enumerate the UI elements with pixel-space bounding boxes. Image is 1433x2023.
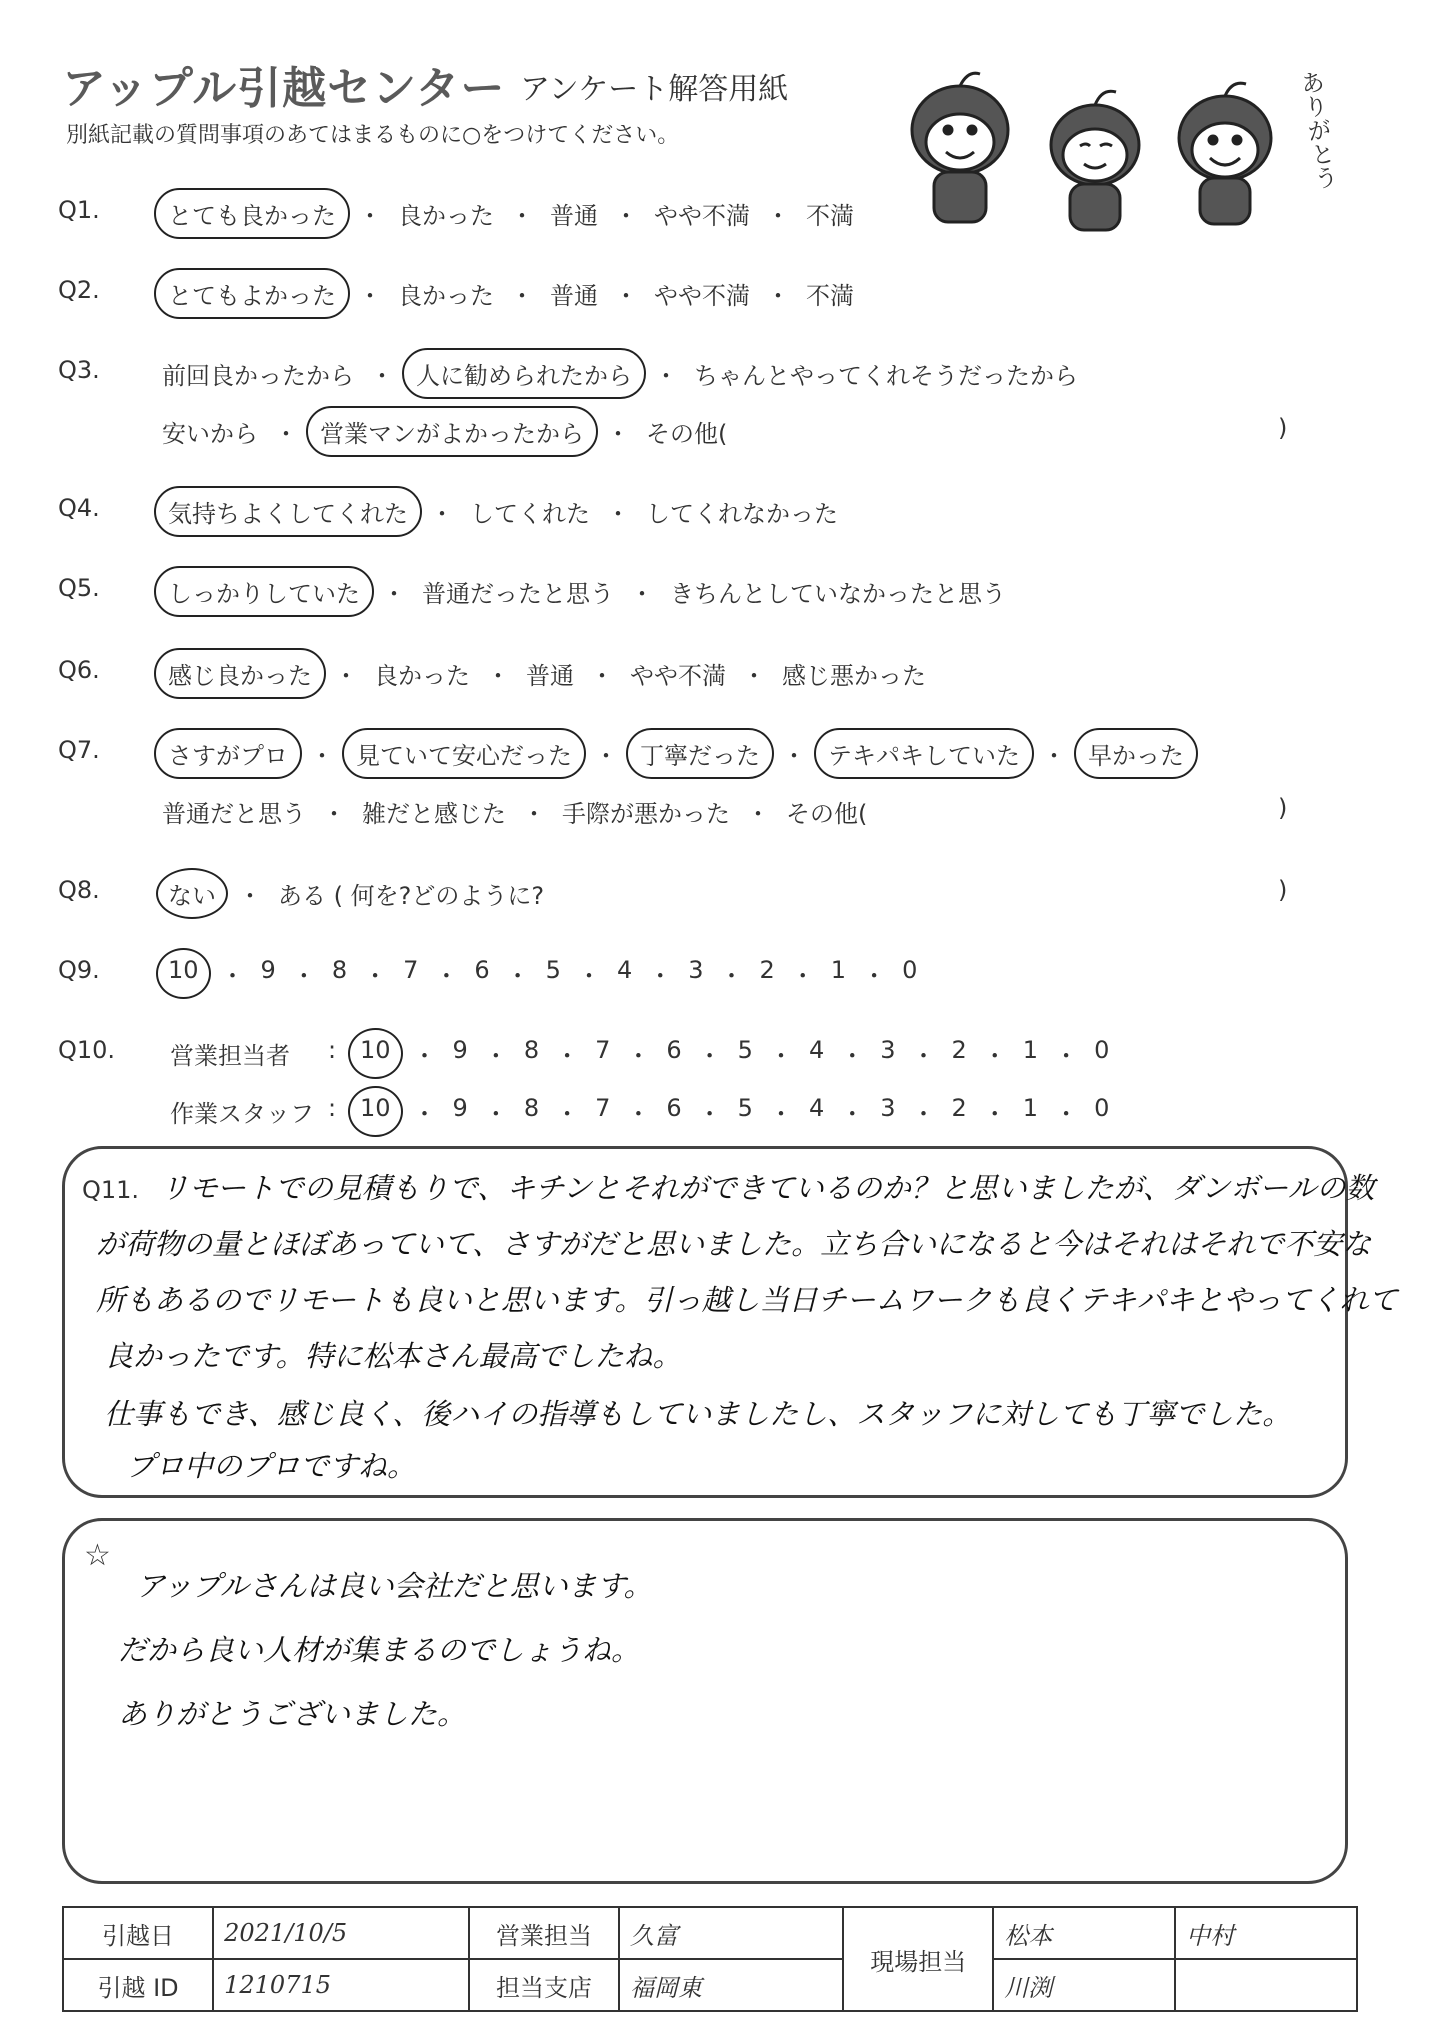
q1-option-selected[interactable]: とても良かった bbox=[154, 188, 350, 239]
q3-option[interactable]: ちゃんとやってくれそうだったから bbox=[694, 362, 1078, 390]
q10-staff-label: 作業スタッフ bbox=[170, 1100, 314, 1128]
q6-label: Q6. bbox=[58, 656, 100, 684]
q9-score[interactable]: 7 bbox=[403, 956, 419, 984]
q2-option[interactable]: 不満 bbox=[806, 282, 854, 310]
q7-option[interactable]: 雑だと感じた bbox=[362, 800, 506, 828]
q10-sales-score[interactable]: 3 bbox=[880, 1036, 896, 1064]
q8-option[interactable]: ある ( 何を?どのように? bbox=[278, 882, 545, 910]
move-id-value[interactable]: 1210715 bbox=[213, 1959, 469, 2011]
q10-sales-score[interactable]: 1 bbox=[1022, 1036, 1039, 1064]
q5-option[interactable]: 普通だったと思う bbox=[422, 580, 614, 608]
move-date-label: 引越日 bbox=[63, 1907, 213, 1959]
q7-options-line1: さすがプロ ・ 見ていて安心だった ・ 丁寧だった ・ テキパキしていた ・ 早かった bbox=[160, 736, 1192, 771]
q3-options-line2: 安いから ・ 営業マンがよかったから ・ その他( bbox=[160, 414, 729, 449]
q1-option[interactable]: 普通 bbox=[550, 202, 598, 230]
branch-value[interactable]: 福岡東 bbox=[619, 1959, 843, 2011]
q3-paren-close: ) bbox=[1278, 414, 1288, 442]
q2-option[interactable]: 普通 bbox=[550, 282, 598, 310]
q10-staff-options: 10 ・ 9 ・ 8 ・ 7 ・ 6 ・ 5 ・ 4 ・ 3 ・ 2 ・ 1 ・ 0 bbox=[352, 1094, 1111, 1129]
q7-paren-close: ) bbox=[1278, 794, 1288, 822]
q11-handwritten-line: 所もあるのでリモートも良いと思います。引っ越し当日チームワークも良くテキパキとやってくれて bbox=[96, 1283, 1398, 1317]
q10-staff-score[interactable]: 2 bbox=[951, 1094, 967, 1122]
q7-label: Q7. bbox=[58, 736, 100, 764]
q10-staff-score[interactable]: 0 bbox=[1094, 1094, 1110, 1122]
footer-info-table bbox=[62, 1906, 1358, 2012]
q3-option[interactable]: 安いから bbox=[162, 420, 258, 448]
q6-option-selected[interactable]: 感じ良かった bbox=[154, 648, 326, 699]
q10-staff-score[interactable]: 1 bbox=[1022, 1094, 1039, 1122]
q8-label: Q8. bbox=[58, 876, 100, 904]
q9-score[interactable]: 4 bbox=[616, 956, 633, 984]
q1-options: とても良かった ・ 良かった ・ 普通 ・ やや不満 ・ 不満 bbox=[160, 196, 856, 231]
q2-label: Q2. bbox=[58, 276, 100, 304]
q6-option[interactable]: やや不満 bbox=[630, 662, 726, 690]
colon: : bbox=[328, 1036, 337, 1064]
colon: : bbox=[328, 1094, 337, 1122]
star-icon: ☆ bbox=[84, 1538, 111, 1573]
q7-options-line2: 普通だと思う ・ 雑だと感じた ・ 手際が悪かった ・ その他( bbox=[160, 794, 869, 829]
q8-paren-close: ) bbox=[1278, 876, 1288, 904]
q10-sales-score[interactable]: 6 bbox=[666, 1036, 682, 1064]
q10-sales-score[interactable]: 7 bbox=[595, 1036, 611, 1064]
q10-staff-score[interactable]: 7 bbox=[595, 1094, 611, 1122]
q2-option[interactable]: 良かった bbox=[398, 282, 494, 310]
q7-option-selected[interactable]: さすがプロ bbox=[154, 728, 302, 779]
branch-label: 担当支店 bbox=[469, 1959, 619, 2011]
q8-options: ない ・ ある ( 何を?どのように? bbox=[160, 876, 546, 911]
sales-name-value[interactable]: 久富 bbox=[619, 1907, 843, 1959]
q10-staff-score[interactable]: 6 bbox=[666, 1094, 682, 1122]
q3-option-other[interactable]: その他( bbox=[646, 420, 728, 448]
q10-staff-score[interactable]: 5 bbox=[737, 1094, 753, 1122]
q11-label: Q11. bbox=[82, 1176, 140, 1204]
q10-label: Q10. bbox=[58, 1036, 116, 1064]
q7-option-selected[interactable]: 見ていて安心だった bbox=[342, 728, 586, 779]
q11-handwritten-line: 仕事もでき、感じ良く、後ハイの指導もしていましたし、スタッフに対しても丁寧でした。 bbox=[104, 1397, 1292, 1431]
q6-options: 感じ良かった ・ 良かった ・ 普通 ・ やや不満 ・ 感じ悪かった bbox=[160, 656, 928, 691]
q7-option-other[interactable]: その他( bbox=[786, 800, 868, 828]
q9-score[interactable]: 8 bbox=[331, 956, 348, 984]
q11-handwritten-line: 良かったです。特に松本さん最高でしたね。 bbox=[104, 1339, 682, 1373]
site-label: 現場担当 bbox=[843, 1907, 993, 2011]
instruction-text: 別紙記載の質問事項のあてはまるものに○をつけてください。 bbox=[66, 123, 680, 148]
q11-handwritten-line: プロ中のプロですね。 bbox=[126, 1449, 417, 1483]
q3-options-line1: 前回良かったから ・ 人に勧められたから ・ ちゃんとやってくれそうだったから bbox=[160, 356, 1080, 391]
q9-score[interactable]: 9 bbox=[260, 956, 276, 984]
q10-sales-score[interactable]: 9 bbox=[452, 1036, 468, 1064]
q7-option-selected[interactable]: 丁寧だった bbox=[626, 728, 774, 779]
q1-option[interactable]: やや不満 bbox=[654, 202, 750, 230]
q1-option[interactable]: 良かった bbox=[398, 202, 494, 230]
q7-option[interactable]: 普通だと思う bbox=[162, 800, 306, 828]
q9-score[interactable]: 3 bbox=[688, 956, 704, 984]
q3-label: Q3. bbox=[58, 356, 100, 384]
q10-staff-score-selected[interactable]: 10 bbox=[348, 1086, 403, 1137]
q7-option[interactable]: 手際が悪かった bbox=[562, 800, 730, 828]
q11-handwritten-line: が荷物の量とほぼあっていて、さすがだと思いました。立ち合いになると今はそれはそれで不安な bbox=[96, 1227, 1372, 1261]
q8-option-selected[interactable]: ない bbox=[156, 868, 228, 919]
sales-label: 営業担当 bbox=[469, 1907, 619, 1959]
q10-sales-options: 10 ・ 9 ・ 8 ・ 7 ・ 6 ・ 5 ・ 4 ・ 3 ・ 2 ・ 1 ・ 0 bbox=[352, 1036, 1111, 1071]
q4-option[interactable]: してくれた bbox=[470, 500, 590, 528]
q2-option-selected[interactable]: とてもよかった bbox=[154, 268, 350, 319]
q10-sales-score[interactable]: 8 bbox=[523, 1036, 540, 1064]
q6-option[interactable]: 普通 bbox=[526, 662, 574, 690]
q10-sales-score-selected[interactable]: 10 bbox=[348, 1028, 403, 1079]
thanks-text: ありがとう bbox=[1294, 68, 1340, 192]
q3-option-selected[interactable]: 人に勧められたから bbox=[402, 348, 646, 399]
q1-option[interactable]: 不満 bbox=[806, 202, 854, 230]
q9-label: Q9. bbox=[58, 956, 100, 984]
monkey-mascots-illustration bbox=[880, 60, 1350, 240]
q2-options: とてもよかった ・ 良かった ・ 普通 ・ やや不満 ・ 不満 bbox=[160, 276, 856, 311]
q1-label: Q1. bbox=[58, 196, 100, 224]
q4-option[interactable]: してくれなかった bbox=[646, 500, 838, 528]
q9-score[interactable]: 1 bbox=[830, 956, 847, 984]
q5-option[interactable]: きちんとしていなかったと思う bbox=[670, 580, 1006, 608]
comment-handwritten-line: だから良い人材が集まるのでしょうね。 bbox=[118, 1633, 641, 1667]
q9-options: 10 ・ 9 ・ 8 ・ 7 ・ 6 ・ 5 ・ 4 ・ 3 ・ 2 ・ 1 ・ 0 bbox=[160, 956, 919, 991]
site-name-value[interactable]: 松本 bbox=[993, 1907, 1175, 1959]
q10-sales-score[interactable]: 0 bbox=[1094, 1036, 1110, 1064]
q10-sales-score[interactable]: 2 bbox=[951, 1036, 967, 1064]
q10-sales-label: 営業担当者 bbox=[170, 1042, 290, 1070]
q6-option[interactable]: 感じ悪かった bbox=[782, 662, 926, 690]
q10-staff-score[interactable]: 3 bbox=[880, 1094, 896, 1122]
q4-option-selected[interactable]: 気持ちよくしてくれた bbox=[154, 486, 422, 537]
move-id-label: 引越 ID bbox=[63, 1959, 213, 2011]
q5-label: Q5. bbox=[58, 574, 100, 602]
q10-staff-score[interactable]: 8 bbox=[523, 1094, 540, 1122]
q5-option-selected[interactable]: しっかりしていた bbox=[154, 566, 374, 617]
q4-label: Q4. bbox=[58, 494, 100, 522]
comment-handwritten-line: アップルさんは良い会社だと思います。 bbox=[136, 1569, 653, 1603]
site-name-value[interactable]: 中村 bbox=[1175, 1907, 1357, 1959]
q5-options: しっかりしていた ・ 普通だったと思う ・ きちんとしていなかったと思う bbox=[160, 574, 1008, 609]
q10-staff-score[interactable]: 4 bbox=[808, 1094, 825, 1122]
q9-score[interactable]: 2 bbox=[759, 956, 775, 984]
q10-staff-score[interactable]: 9 bbox=[452, 1094, 468, 1122]
site-name-value[interactable]: 川渕 bbox=[993, 1959, 1175, 2011]
q9-score[interactable]: 6 bbox=[474, 956, 490, 984]
q7-option-selected[interactable]: 早かった bbox=[1074, 728, 1198, 779]
form-subtitle: アンケート解答用紙 bbox=[520, 72, 789, 107]
site-name-value[interactable] bbox=[1175, 1959, 1357, 2011]
q9-score-selected[interactable]: 10 bbox=[156, 948, 211, 999]
q11-handwritten-line: リモートでの見積もりで、キチンとそれができているのか？と思いましたが、ダンボールの数 bbox=[160, 1171, 1375, 1205]
q7-option-selected[interactable]: テキパキしていた bbox=[814, 728, 1034, 779]
q2-option[interactable]: やや不満 bbox=[654, 282, 750, 310]
q10-sales-score[interactable]: 4 bbox=[808, 1036, 825, 1064]
q6-option[interactable]: 良かった bbox=[374, 662, 470, 690]
form-title: アップル引越センター bbox=[62, 63, 506, 114]
q9-score[interactable]: 0 bbox=[902, 956, 918, 984]
q3-option-selected[interactable]: 営業マンがよかったから bbox=[306, 406, 598, 457]
q3-option[interactable]: 前回良かったから bbox=[162, 362, 354, 390]
q9-score[interactable]: 5 bbox=[545, 956, 561, 984]
q10-sales-score[interactable]: 5 bbox=[737, 1036, 753, 1064]
q4-options: 気持ちよくしてくれた ・ してくれた ・ してくれなかった bbox=[160, 494, 840, 529]
comment-handwritten-line: ありがとうございました。 bbox=[118, 1697, 467, 1731]
move-date-value[interactable]: 2021/10/5 bbox=[213, 1907, 469, 1959]
